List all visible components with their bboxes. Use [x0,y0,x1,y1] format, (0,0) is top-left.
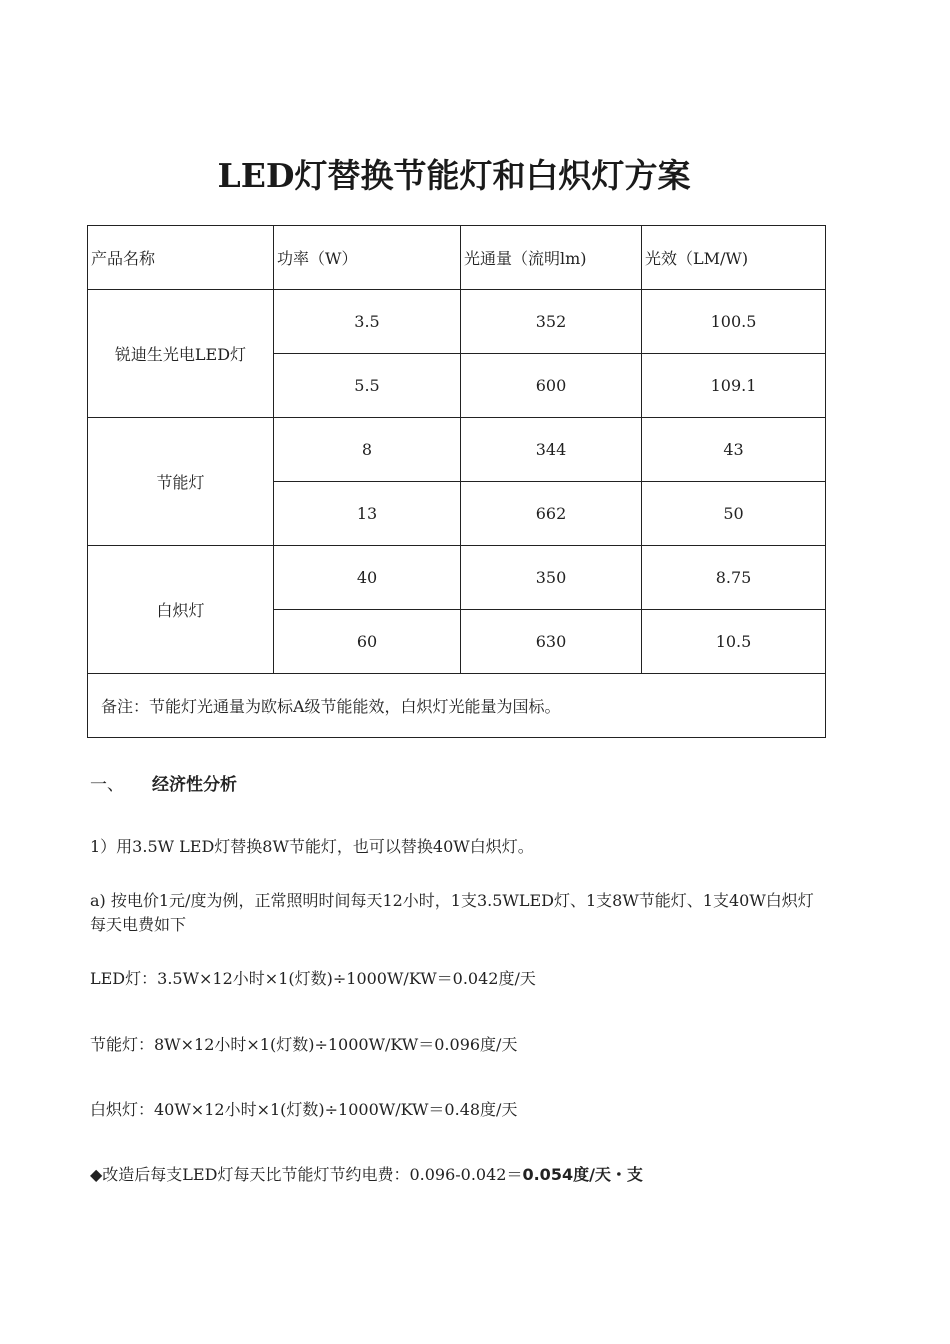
cell-power: 3.5 [274,290,461,354]
cell-efficacy: 10.5 [642,610,826,674]
header-luminous-flux: 光通量（流明lm) [461,226,642,290]
table-note-row [88,674,826,738]
section-heading [90,770,237,795]
header-power: 功率（W） [274,226,461,290]
saving-summary [90,1163,825,1187]
cell-power: 5.5 [274,354,461,418]
table-note: 备注：节能灯光通量为欧标A级节能能效，白炽灯光能量为国标。 [88,674,826,738]
cell-flux: 350 [461,546,642,610]
header-efficacy: 光效（LM/W) [642,226,826,290]
table-header-row [88,226,826,290]
section-number: 一、 [90,775,124,795]
cell-flux: 630 [461,610,642,674]
cell-flux: 344 [461,418,642,482]
saving-prefix: ◆改造后每支LED灯每天比节能灯节约电费：0.096-0.042＝ [90,1165,523,1184]
cell-efficacy: 43 [642,418,826,482]
table-row [88,546,826,610]
table-row [88,290,826,354]
cell-power: 40 [274,546,461,610]
table-row [88,418,826,482]
product-led: 锐迪生光电LED灯 [88,290,274,418]
cell-power: 13 [274,482,461,546]
comparison-table [87,225,826,738]
calc-cfl: 节能灯：8W×12小时×1(灯数)÷1000W/KW＝0.096度/天 [90,1035,518,1054]
cell-efficacy: 100.5 [642,290,826,354]
saving-value: 0.054度/天・支 [522,1165,643,1184]
cell-efficacy: 50 [642,482,826,546]
section-title: 经济性分析 [152,775,237,795]
cell-power: 8 [274,418,461,482]
calc-led: LED灯：3.5W×12小时×1(灯数)÷1000W/KW＝0.042度/天 [90,969,536,988]
cell-efficacy: 8.75 [642,546,826,610]
paragraph-item-1: 1）用3.5W LED灯替换8W节能灯，也可以替换40W白炽灯。 [90,837,534,856]
paragraph-item-a: a) 按电价1元/度为例，正常照明时间每天12小时，1支3.5WLED灯、1支8W节能灯、1支40W白炽灯每天电费如下 [90,891,814,934]
product-cfl: 节能灯 [88,418,274,546]
cell-flux: 662 [461,482,642,546]
page-title: LED灯替换节能灯和白炽灯方案 [217,156,691,195]
header-product-name: 产品名称 [88,226,274,290]
calc-incandescent: 白炽灯：40W×12小时×1(灯数)÷1000W/KW＝0.48度/天 [90,1100,518,1119]
cell-flux: 352 [461,290,642,354]
product-incandescent: 白炽灯 [88,546,274,674]
cell-flux: 600 [461,354,642,418]
cell-power: 60 [274,610,461,674]
cell-efficacy: 109.1 [642,354,826,418]
